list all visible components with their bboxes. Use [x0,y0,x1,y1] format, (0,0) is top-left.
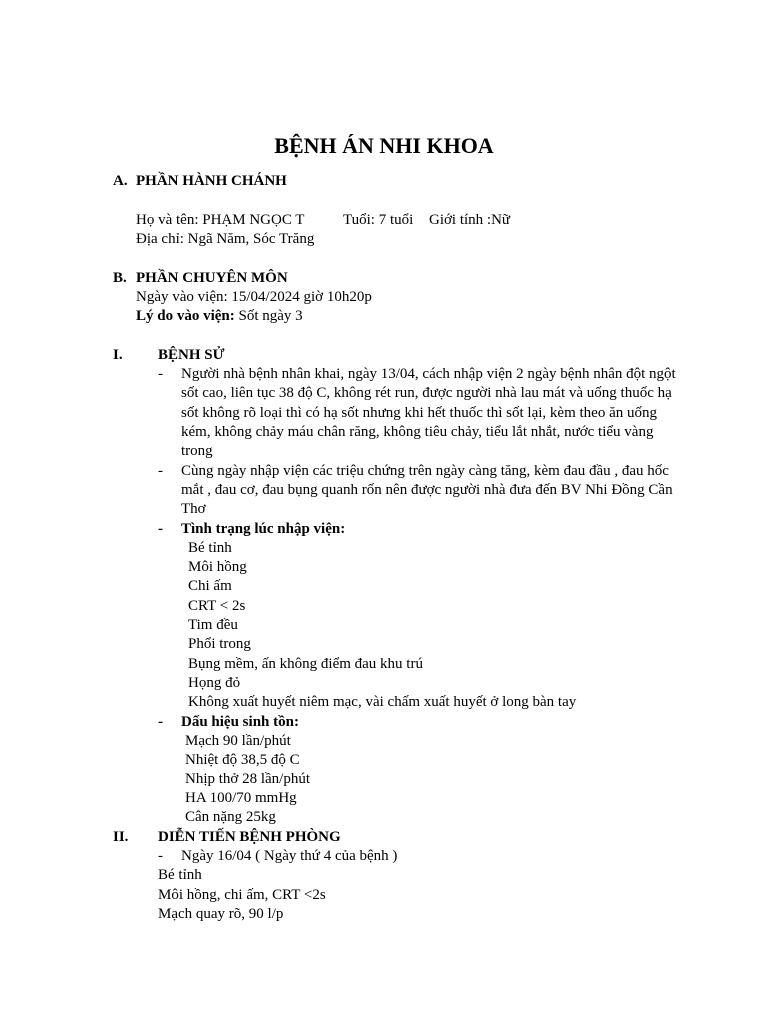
vitals-item: Nhiệt độ 38,5 độ C [185,752,300,768]
bullet-dash: - [158,521,163,537]
progress-heading: DIỄN TIẾN BỆNH PHÒNG [158,829,341,845]
patient-age: Tuổi: 7 tuổi [343,212,414,228]
history-para1-line: sốt cao, liên tục 38 độ C, không rét run, được người nhà lau mát và uống thuốc hạ [181,385,672,401]
history-para2-line: mắt , đau cơ, đau bụng quanh rốn nên được người nhà đưa đến BV Nhi Đồng Cần [181,482,673,498]
section-a-marker: A. [113,173,128,189]
patient-address: Địa chỉ: Ngã Năm, Sóc Trăng [136,231,315,247]
status-item: Chi ấm [188,578,232,594]
progress-line: Bé tỉnh [158,867,202,883]
progress-line: Mạch quay rõ, 90 l/p [158,906,284,922]
status-item: CRT < 2s [188,598,246,614]
status-item: Tim đều [188,617,238,633]
history-heading: BỆNH SỬ [158,347,225,363]
section-a-heading: PHẦN HÀNH CHÁNH [136,173,287,189]
status-item: Bé tỉnh [188,540,232,556]
section-b-heading: PHẦN CHUYÊN MÔN [136,270,288,286]
vitals-item: Mạch 90 lần/phút [185,733,291,749]
section-b-marker: B. [113,270,127,286]
admission-date: Ngày vào viện: 15/04/2024 giờ 10h20p [136,289,372,305]
history-para1-line: kém, không chảy máu chân răng, không tiêu chảy, tiểu lắt nhắt, nước tiểu vàng [181,424,654,440]
progress-day: Ngày 16/04 ( Ngày thứ 4 của bệnh ) [181,848,398,864]
bullet-dash: - [158,366,163,382]
vitals-item: HA 100/70 mmHg [185,790,297,806]
history-marker: I. [113,347,123,363]
vitals-heading: Dấu hiệu sinh tồn: [181,714,299,730]
history-para1-line: trong [181,443,213,459]
bullet-dash: - [158,714,163,730]
patient-name-value: PHẠM NGỌC T [202,212,305,228]
progress-line: Môi hồng, chi ấm, CRT <2s [158,887,326,903]
status-item: Họng đỏ [188,675,241,691]
patient-gender: Giới tính :Nữ [429,212,511,228]
history-para2-line: Thơ [181,501,206,517]
admission-status-heading: Tình trạng lúc nhập viện: [181,521,346,537]
patient-name-label: Họ và tên: [136,212,199,228]
bullet-dash: - [158,463,163,479]
progress-marker: II. [113,829,129,845]
status-item: Không xuất huyết niêm mạc, vài chấm xuất huyết ở long bàn tay [188,694,577,710]
reason-value: Sốt ngày 3 [238,308,303,324]
status-item: Phổi trong [188,636,251,652]
reason-label: Lý do vào viện: [136,308,235,324]
history-para2-line: Cùng ngày nhập viện các triệu chứng trên ngày càng tăng, kèm đau đầu , đau hốc [181,463,669,479]
history-para1-line: Người nhà bệnh nhân khai, ngày 13/04, cách nhập viện 2 ngày bệnh nhân đột ngột [181,366,676,382]
vitals-item: Cân nặng 25kg [185,809,276,825]
vitals-item: Nhịp thở 28 lần/phút [185,771,311,787]
document-title: BỆNH ÁN NHI KHOA [274,133,494,158]
status-item: Môi hồng [188,559,247,575]
bullet-dash: - [158,848,163,864]
status-item: Bụng mềm, ấn không điểm đau khu trú [188,656,423,672]
patient-name-row [136,211,304,230]
admission-reason [136,307,303,326]
history-para1-line: sốt không rõ loại thì có hạ sốt nhưng khi hết thuốc thì sốt lại, kèm theo ăn uống [181,405,657,421]
